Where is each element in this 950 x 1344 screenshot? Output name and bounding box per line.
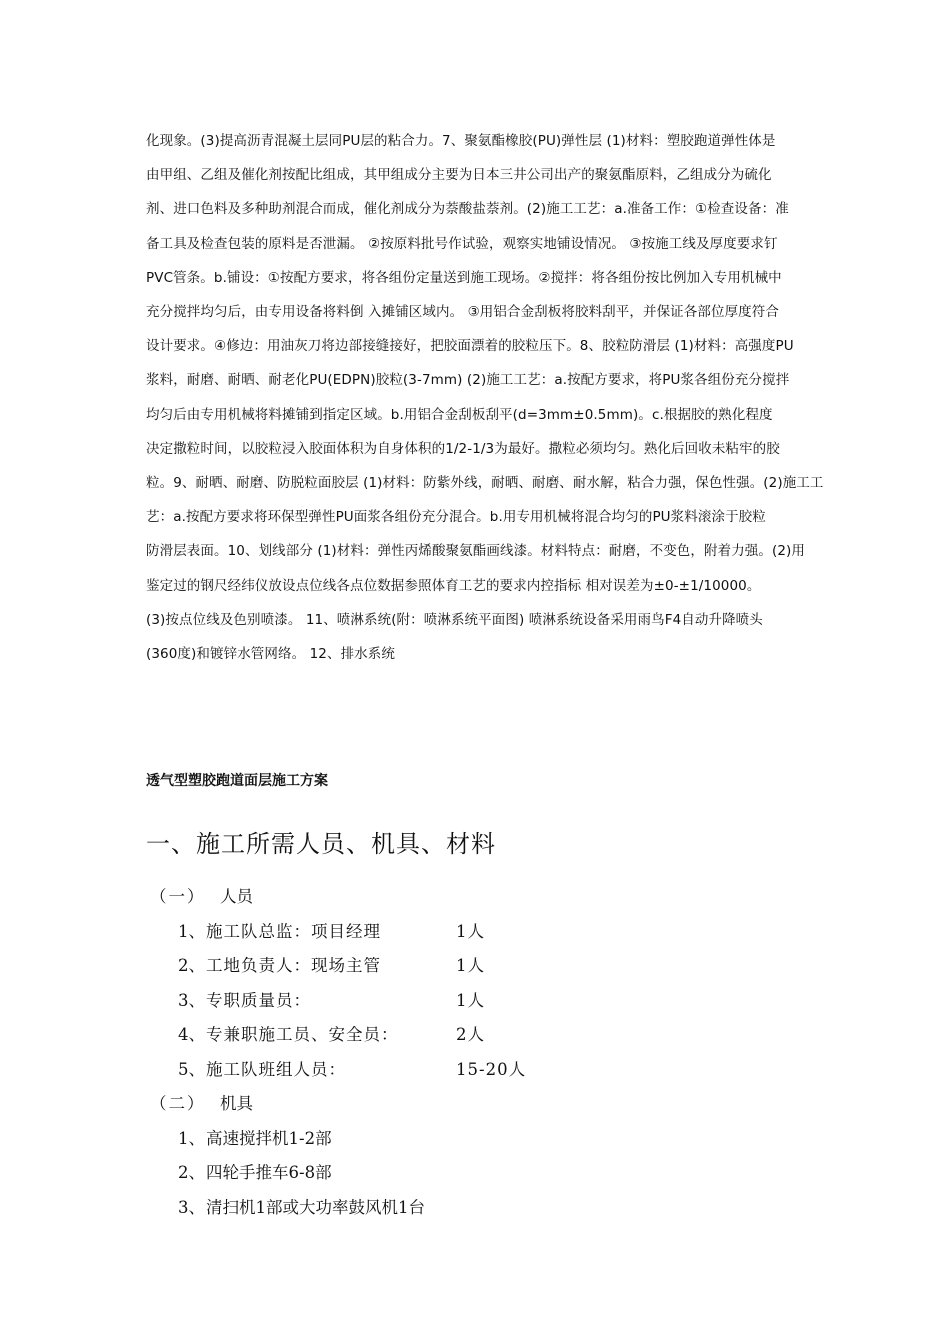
body-line: 艺：a.按配方要求将环保型弹性PU面浆各组份充分混合。b.用专用机械将混合均匀的PU浆料滚涂于胶粒 (146, 509, 766, 526)
item-index: 3、 (178, 1197, 205, 1217)
body-line: 化现象。(3)提高沥青混凝土层同PU层的粘合力。7、聚氨酯橡胶(PU)弹性层 (1)材料：塑胶跑道弹性体是 (146, 133, 776, 149)
list-item (150, 1018, 790, 1053)
body-line: 由甲组、乙组及催化剂按配比组成，其甲组成分主要为日本三井公司出产的聚氨酯原料，乙组成分为硫化 (146, 167, 772, 184)
body-paragraph (146, 124, 824, 671)
list-item (150, 1053, 790, 1088)
body-line: 均匀后由专用机械将料摊铺到指定区域。b.用铝合金刮板刮平(d=3mm±0.5mm)。c.根据胶的熟化程度 (146, 406, 773, 423)
list-item (150, 1191, 790, 1226)
list-item (150, 1122, 790, 1157)
body-line: 充分搅拌均匀后，由专用设备将料倒 入摊铺区域内。 ③用铝合金刮板将胶料刮平，并保证各部位厚度符合 (146, 304, 779, 321)
body-line: 鉴定过的钢尺经纬仪放设点位线各点位数据参照体育工艺的要求内控指标 相对误差为±0-±1/10000。 (146, 577, 761, 594)
body-line: 剂、进口色料及多种助剂混合而成，催化剂成分为萘酸盐萘剂。(2)施工工艺：a.准备工作：①检查设备：准 (146, 201, 789, 218)
body-line: (360度)和镀锌水管网络。 12、排水系统 (146, 646, 395, 663)
list-item (150, 915, 790, 950)
plan-subtitle: 透气型塑胶跑道面层施工方案 (146, 773, 328, 789)
item-quantity: 15-20人 (456, 1059, 527, 1079)
item-label: 专兼职施工员、安全员： (206, 1025, 399, 1044)
section-number: （二） (150, 1094, 206, 1113)
body-line: 备工具及检查包装的原料是否泄漏。 ②按原料批号作试验，观察实地铺设情况。 ③按施工线及厚度要求钉 (146, 235, 778, 252)
section-heading: 一、施工所需人员、机具、材料 (146, 830, 496, 858)
outline-list (150, 880, 790, 1225)
item-index: 2、 (178, 1163, 205, 1182)
list-item (150, 949, 790, 984)
item-quantity: 1人 (456, 990, 485, 1010)
section-number: （一） (150, 887, 206, 906)
section-equipment (150, 1087, 790, 1122)
body-line: PVC管条。b.铺设：①按配方要求，将各组份定量送到施工现场。②搅拌：将各组份按比例加入专用机械中 (146, 269, 782, 286)
item-label: 施工队班组人员： (206, 1059, 346, 1079)
item-label: 施工队总监：项目经理 (206, 921, 381, 941)
section-title: 机具 (220, 1094, 253, 1113)
item-label: 四轮手推车6-8部 (206, 1163, 332, 1182)
item-index: 5、 (178, 1059, 205, 1079)
body-line: 决定撒粒时间，以胶粒浸入胶面体积为自身体积的1/2-1/3为最好。撒粒必须均匀。熟化后回收未粘牢的胶 (146, 440, 780, 457)
item-index: 3、 (178, 990, 205, 1010)
item-quantity: 1人 (456, 921, 485, 941)
item-quantity: 2人 (456, 1025, 485, 1044)
body-line: 粒。9、耐晒、耐磨、防脱粒面胶层 (1)材料：防紫外线，耐晒、耐磨、耐水解，粘合力强，保色性强。(2)施工工 (146, 475, 824, 492)
list-item (150, 984, 790, 1019)
section-personnel (150, 880, 790, 915)
item-index: 1、 (178, 921, 205, 941)
item-label: 专职质量员： (206, 990, 311, 1010)
item-label: 清扫机1部或大功率鼓风机1台 (206, 1197, 425, 1217)
item-index: 2、 (178, 956, 205, 975)
item-index: 4、 (178, 1025, 205, 1044)
body-line: (3)按点位线及色别喷漆。 11、喷淋系统(附：喷淋系统平面图) 喷淋系统设备采用雨鸟F4自动升降喷头 (146, 611, 763, 628)
item-label: 高速搅拌机1-2部 (206, 1128, 332, 1148)
body-line: 设计要求。④修边：用油灰刀将边部接缝接好，把胶面漂着的胶粒压下。8、胶粒防滑层 (1)材料：高强度PU (146, 338, 794, 355)
body-line: 浆料，耐磨、耐晒、耐老化PU(EDPN)胶粒(3-7mm) (2)施工工艺：a.按配方要求，将PU浆各组份充分搅拌 (146, 372, 790, 389)
item-index: 1、 (178, 1128, 205, 1148)
item-label: 工地负责人：现场主管 (206, 956, 381, 975)
body-line: 防滑层表面。10、划线部分 (1)材料：弹性丙烯酸聚氨酯画线漆。材料特点：耐磨，不变色，附着力强。(2)用 (146, 543, 806, 560)
item-quantity: 1人 (456, 956, 485, 975)
section-title: 人员 (220, 887, 253, 906)
list-item (150, 1156, 790, 1191)
